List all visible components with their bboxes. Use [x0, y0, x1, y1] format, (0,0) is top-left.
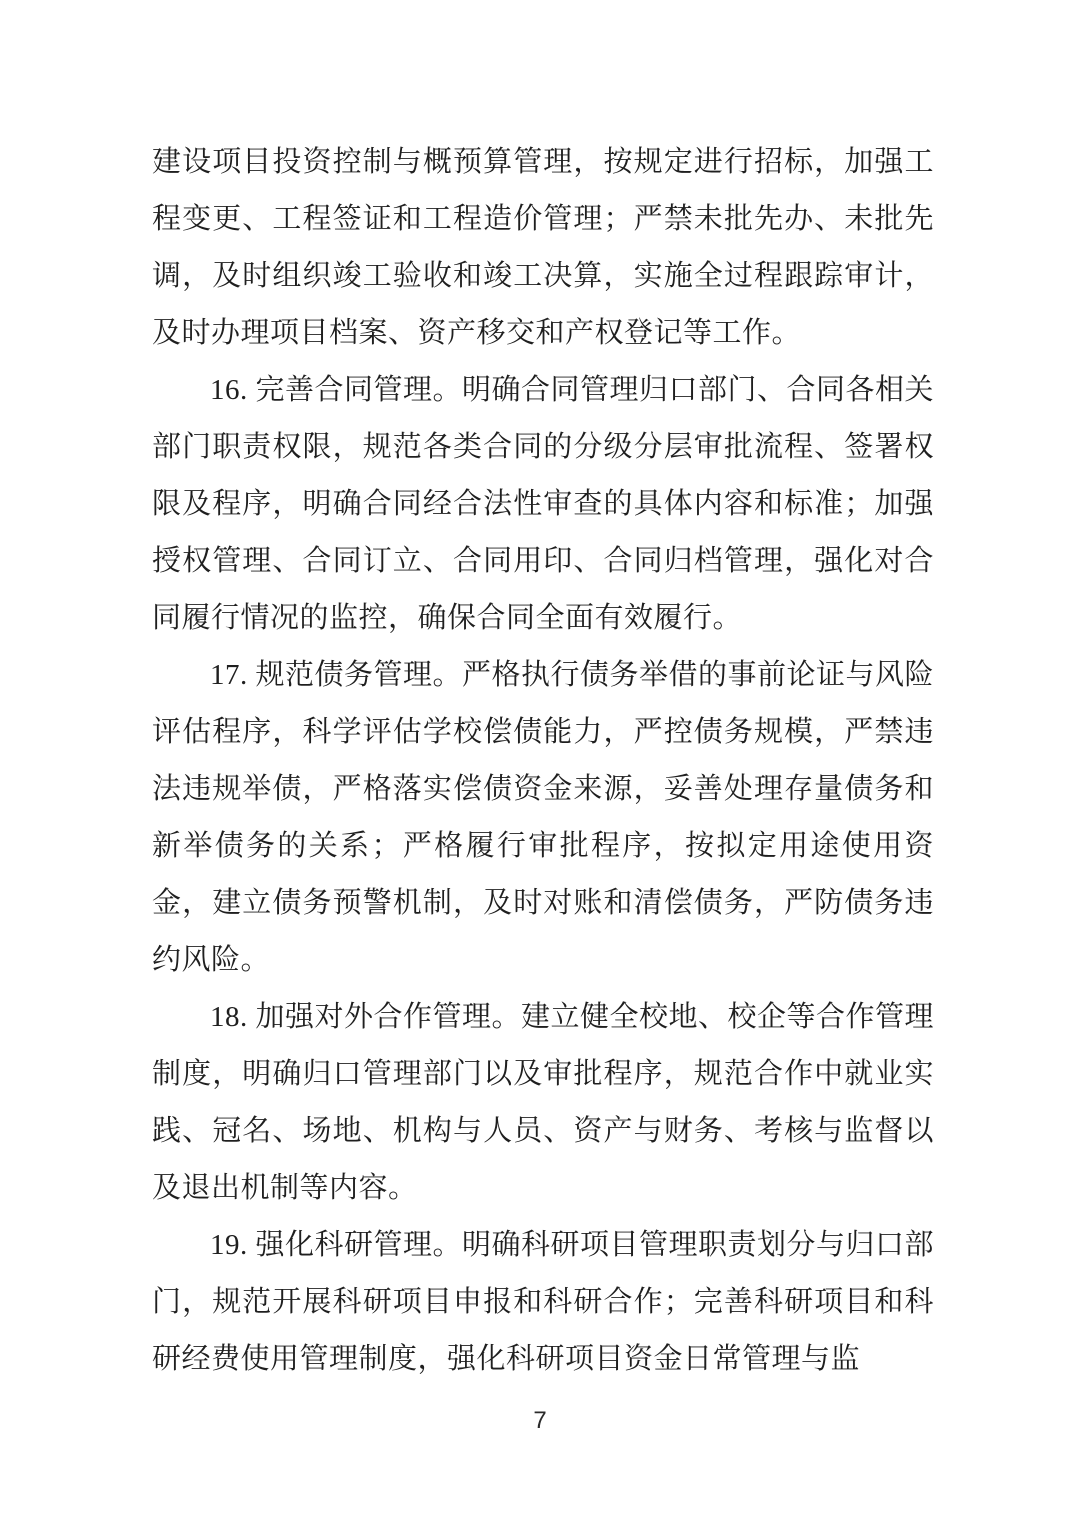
paragraph-item-18: 18. 加强对外合作管理。建立健全校地、校企等合作管理制度，明确归口管理部门以及审批程序，规范合作中就业实践、冠名、场地、机构与人员、资产与财务、考核与监督以及退出机制等内容。	[152, 1001, 935, 1204]
document-body	[152, 134, 934, 1388]
page-number: 7	[533, 1407, 547, 1434]
paragraph-item-17: 17. 规范债务管理。严格执行债务举借的事前论证与风险评估程序，科学评估学校偿债能力，严控债务规模，严禁违法违规举债，严格落实偿债资金来源，妥善处理存量债务和新举债务的关系；严格履行审批程序，按拟定用途使用资金，建立债务预警机制，及时对账和清偿债务，严防债务违约风险。	[152, 659, 935, 976]
paragraph-continuation: 建设项目投资控制与概预算管理，按规定进行招标，加强工程变更、工程签证和工程造价管理；严禁未批先办、未批先调，及时组织竣工验收和竣工决算，实施全过程跟踪审计，及时办理项目档案、资产移交和产权登记等工作。	[152, 146, 934, 349]
paragraph-item-19: 19. 强化科研管理。明确科研项目管理职责划分与归口部门，规范开展科研项目申报和科研合作；完善科研项目和科研经费使用管理制度，强化科研项目资金日常管理与监	[152, 1229, 935, 1375]
paragraph-item-16: 16. 完善合同管理。明确合同管理归口部门、合同各相关部门职责权限，规范各类合同的分级分层审批流程、签署权限及程序，明确合同经合法性审查的具体内容和标准；加强授权管理、合同订立、合同用印、合同归档管理，强化对合同履行情况的监控，确保合同全面有效履行。	[152, 374, 935, 634]
